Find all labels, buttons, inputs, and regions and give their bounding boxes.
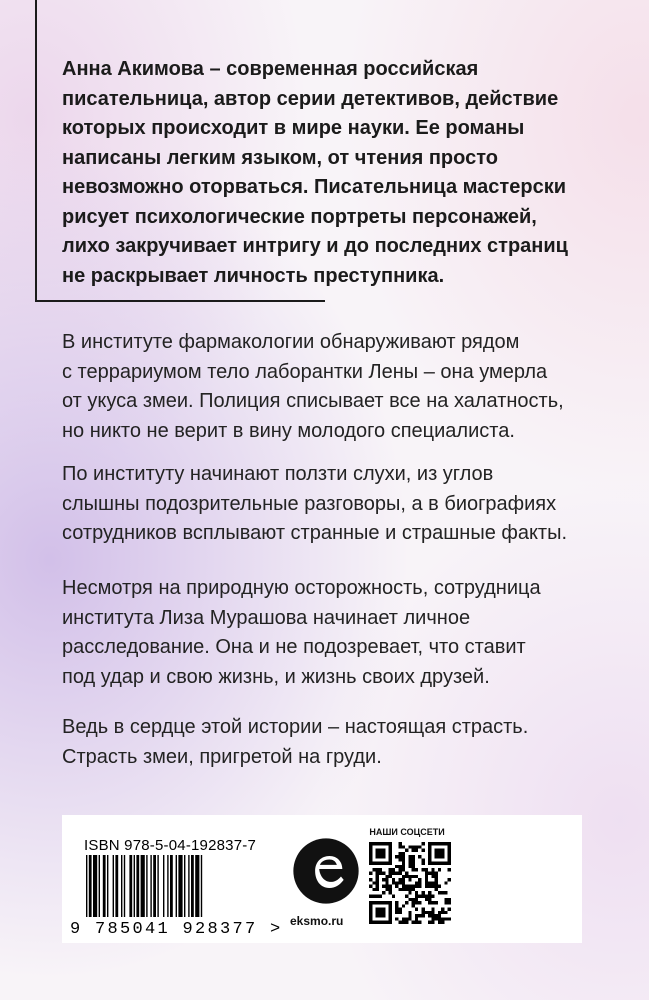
bio-line: Анна Акимова – современная российская [62,58,479,80]
social-title: НАШИ СОЦСЕТИ [369,827,445,837]
barcode-digits: 9 785041 928377 > [70,920,283,939]
eksmo-logo-icon [292,837,360,905]
blurb-paragraph-4 [62,713,632,772]
publisher-site: eksmo.ru [290,914,344,928]
blurb-line: Ведь в сердце этой истории – настоящая страсть. [62,716,529,738]
blurb-line: от укуса змеи. Полиция списывает все на халатность, [62,390,564,412]
qr-code-icon [369,842,451,924]
blurb-line: Страсть змеи, пригретой на груди. [62,745,382,768]
blurb-line: В институте фармакологии обнаруживают рядом [62,331,520,353]
barcode-icon [84,855,264,917]
bio-line: написаны легким языком, от чтения просто [62,146,498,169]
bio-line: рисует психологические портреты персонажей, [62,205,537,228]
bio-line: писательница, автор серии детективов, действие [62,87,559,110]
blurb-paragraph-1 [62,328,632,446]
blurb-line: под удар и свою жизнь, и жизнь своих друзей. [62,665,490,688]
blurb-line: с террариумом тело лаборантки Лены – она умерла [62,360,548,383]
blurb-line: слышны подозрительные разговоры, а в биографиях [62,492,557,515]
blurb-paragraph-3 [62,574,632,692]
blurb-line: сотрудников всплывают странные и страшные факты. [62,522,568,544]
blurb-line: Несмотря на природную осторожность, сотрудница [62,577,541,599]
bio-line: невозможно оторваться. Писательница мастерски [62,176,566,198]
blurb-line: расследование. Она и не подозревает, что ставит [62,636,526,658]
author-bio [62,55,622,291]
blurb-line: но никто не верит в вину молодого специалиста. [62,419,515,442]
bio-line: которых происходит в мире науки. Ее романы [62,117,525,139]
isbn-label: ISBN 978-5-04-192837-7 [84,837,257,854]
publication-info-box [62,815,582,943]
blurb-line: По институту начинают ползти слухи, из углов [62,463,494,485]
bio-line: не раскрывает личность преступника. [62,264,445,287]
blurb-line: института Лиза Мурашова начинает личное [62,606,471,629]
bio-line: лихо закручивает интригу и до последних страниц [62,235,568,257]
blurb-paragraph-2 [62,460,632,549]
